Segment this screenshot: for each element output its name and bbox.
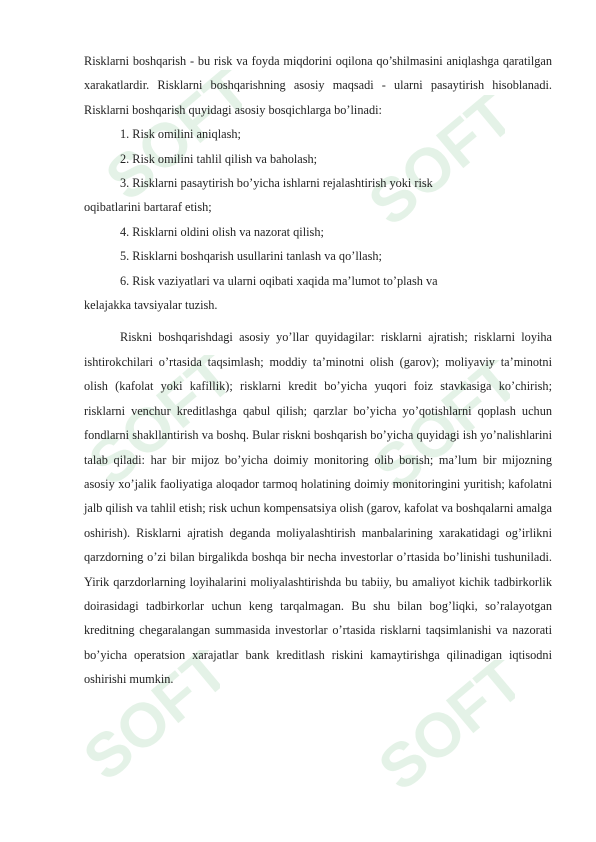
list-item: 4. Risklarni oldini olish va nazorat qilish; [120, 224, 324, 239]
watermark-text: SOFT [71, 650, 220, 795]
list-item: 6. Risk vaziyatlari va ularni oqibati xaqida ma’lumot to’plash va [120, 273, 438, 288]
list-item: 2. Risk omilini tahlil qilish va baholash; [120, 151, 318, 166]
watermark-text: SOFT [366, 660, 515, 805]
list-item-continuation: kelajakka tavsiyalar tuzish. [84, 298, 218, 313]
list-item-continuation: oqibatlarini bartaraf etish; [84, 200, 212, 215]
intro-paragraph: Risklarni boshqarish - bu risk va foyda miqdorini oqilona qo’shilmasini aniqlashga qaratilgan xarakatlardir. Risklarni boshqarishning asosiy maqsadi - ularni pasaytirish hisoblanadi. Risklarni boshqarish quyidagi asosiy bosqichlarga bo’linadi: [84, 54, 552, 117]
watermark-text: SOFT [361, 360, 510, 505]
list-item: 1. Risk omilini aniqlash; [120, 127, 241, 142]
list-item: 5. Risklarni boshqarish usullarini tanlash va qo’llash; [120, 249, 382, 264]
list-item: 3. Risklarni pasaytirish bo’yicha ishlarni rejalashtirish yoki risk [120, 176, 433, 191]
watermark-text: SOFT [93, 70, 242, 215]
watermark-text: SOFT [356, 95, 505, 240]
watermark-text: SOFT [76, 355, 225, 500]
document-body [84, 49, 552, 692]
body-paragraph: Riskni boshqarishdagi asosiy yo’llar quyidagilar: risklarni ajratish; risklarni loyiha ishtirokchilari o’rtasida taqsimlash; moddiy ta’minotni olish (garov); moliyaviy ta’minotni olish (kafolat yoki kafillik); risklarni kredit bo’yicha yuqori foiz stavkasiga ko’chirish; risklarni venchur kreditlashga qabul qilish; qarzlar bo’yicha yo’qotishlarni qoplash uchun fondlarni shakllantirish va boshq. Bular riskni boshqarish bo’yicha quyidagi ish yo’nalishlarini talab qiladi: har bir mijoz bo’yicha doimiy monitoring olib borish; ma’lum bir mijozning asosiy xo’jalik faoliyatiga aloqador tarmoq holatining doimiy monitoringini yuritish; kafolatni jalb qilish va tahlil etish; risk uchun kompensatsiya olish (garov, kafolat va boshqalarni amalga oshirish). Risklarni ajratish deganda moliyalashtirish manbalarining xarakatidagi og’irlikni qarzdorning o’zi bilan birgalikda boshqa bir necha investorlar o’rtasida bo’linishi tushuniladi. Yirik qarzdorlarning loyihalarini moliyalashtirishda bu tabiiy, bu amaliyot kichik tadbirkorlik doirasidagi tadbirkorlar uchun keng tarqalmagan. Bu shu bilan bog’liqki, so’ralayotgan kreditning chegaralangan summasida investorlar o’rtasida risklarni taqsimlanishi va nazorati bo’yicha operatsion xarajatlar bank kreditlash riskini kamaytirishga qilinadigan iqtisodni oshirishi mumkin. [84, 330, 552, 687]
